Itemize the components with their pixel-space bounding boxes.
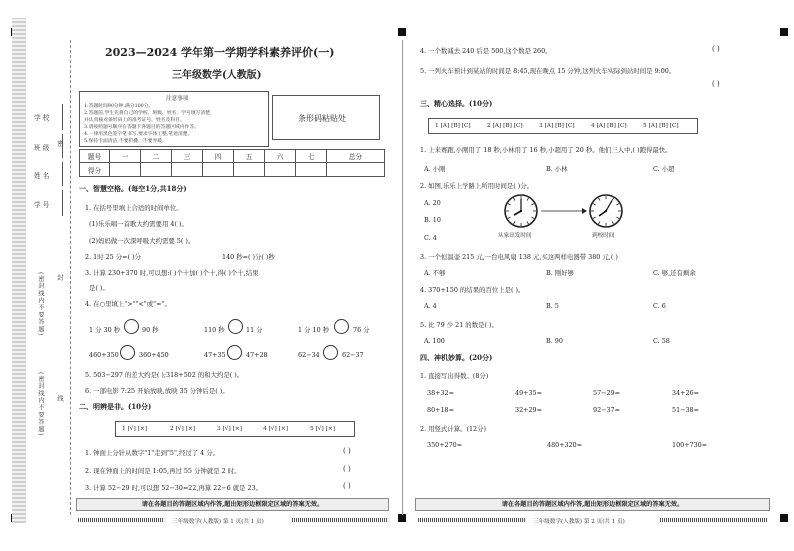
option[interactable]: C. 58 — [653, 337, 670, 345]
option[interactable]: A. 小刚 — [424, 165, 446, 173]
vertical-calc-item: 480+320= — [547, 441, 583, 449]
section-title: 二、明辨是非。(10分) — [79, 402, 152, 411]
option[interactable]: B. 5 — [546, 302, 559, 310]
compare-left: 47+35 — [204, 351, 226, 359]
vertical-calc-item: 100+730= — [672, 441, 708, 449]
notice-item: 4.一律用黑色签字笔书写,要求字体工整,笔迹清楚。 — [84, 132, 193, 137]
footer-tick — [660, 518, 768, 522]
vertical-calc-item: 350+270= — [427, 441, 463, 449]
compare-right: 76 分 — [353, 326, 370, 334]
calc-item: 92−37= — [593, 406, 620, 414]
question-text: 3. 计算 52−29 时,可以想 52−30=22,再算 22−6 就是 23。 — [85, 484, 263, 492]
compare-circle[interactable] — [124, 319, 139, 334]
notice-item: 2.答题前,学生先将自己的学校、班级、姓名、学号填写清楚, — [84, 111, 212, 116]
seal-warning: (密封线内不要答题) — [37, 272, 44, 337]
compare-right: 47+28 — [246, 351, 268, 359]
mc-answer-item[interactable]: 3 [A] [B] [C] — [539, 123, 575, 129]
score-cell[interactable] — [141, 163, 172, 177]
question-text: 2. 1时 25 分=( )分 — [85, 253, 141, 261]
score-cell[interactable] — [203, 163, 234, 177]
school-label: 学 校 — [34, 114, 50, 122]
registration-mark — [780, 28, 788, 36]
score-header: 题号 — [80, 150, 110, 163]
option[interactable]: C. 6 — [653, 302, 666, 310]
score-row-label: 得分 — [80, 163, 110, 177]
compare-left: 62−34 — [298, 351, 320, 359]
calc-item: 38+32= — [427, 389, 454, 397]
compare-left: 1 分 30 秒 — [89, 326, 121, 334]
tf-answer-item[interactable]: 5 [√] [×] — [310, 426, 335, 432]
page-number: 三年级数学(人教版) 第 2 页(共 1 页) — [533, 519, 625, 525]
seal-line — [70, 40, 71, 515]
score-cell[interactable] — [296, 163, 327, 177]
score-cell[interactable] — [234, 163, 265, 177]
compare-circle[interactable] — [120, 345, 135, 360]
question-text: 140 秒=( )分( )秒 — [222, 253, 275, 261]
footer-tick — [418, 518, 526, 522]
multiple-choice-answer-row — [428, 118, 698, 134]
question-text: 5. 比 79 少 21 的数是( )。 — [420, 321, 498, 329]
clock-arrival-label: 到校时间 — [592, 233, 615, 239]
registration-mark — [780, 514, 788, 522]
question-text: 2. 现在钟面上的时间是 1:05,再过 55 分钟就是 2 时。 — [85, 467, 241, 475]
true-false-answer-row — [115, 421, 355, 437]
clock-departure — [503, 193, 539, 229]
student-id-label: 学 号 — [34, 201, 50, 209]
school-field[interactable] — [62, 104, 63, 130]
score-header: 一 — [110, 150, 141, 163]
calc-item: 80+18= — [427, 406, 454, 414]
option[interactable]: A. 100 — [424, 337, 445, 345]
question-text: (2)妈妈做一次深呼吸大约需要 5( )。 — [89, 237, 195, 245]
section-title: 三、精心选择。(10分) — [420, 99, 493, 108]
registration-mark — [398, 514, 406, 522]
clock-departure-label: 从家出发时间 — [498, 233, 532, 239]
option[interactable]: B. 刚好够 — [546, 269, 574, 277]
tf-answer-item[interactable]: 1 [√] [×] — [122, 426, 147, 432]
mc-answer-item[interactable]: 2 [A] [B] [C] — [487, 123, 523, 129]
score-header: 二 — [141, 150, 172, 163]
clock-arrival — [588, 193, 624, 229]
compare-circle[interactable] — [323, 345, 338, 360]
calc-item: 32+29= — [515, 406, 542, 414]
compare-right: 11 分 — [246, 326, 263, 334]
option[interactable]: A. 4 — [424, 302, 437, 310]
name-label: 姓 名 — [34, 172, 50, 180]
exam-subtitle: 三年级数学(人教版) — [172, 70, 262, 81]
score-cell[interactable] — [172, 163, 203, 177]
question-text: 是( )。 — [89, 284, 109, 292]
question-text: 4. 一个数减去 240 后是 500,这个数是 260。 — [420, 47, 552, 55]
question-text: (1)乐乐唱一首歌大约需要用 4( )。 — [89, 220, 188, 228]
page-number: 三年级数学(人教版) 第 1 页(共 1 页) — [172, 519, 264, 525]
arrow-icon — [541, 208, 587, 214]
registration-mark — [398, 28, 406, 36]
tf-answer-item[interactable]: 4 [√] [×] — [263, 426, 288, 432]
question-text: 1. 上来赛跑,小刚用了 18 秒,小林用了 16 秒,小超用了 20 秒。他们三人中,( )跑得最快。 — [420, 146, 672, 154]
compare-left: 1 分 10 秒 — [298, 326, 330, 334]
class-label: 班 级 — [34, 144, 50, 152]
option[interactable]: B. 小林 — [546, 165, 568, 173]
calc-item: 49+35= — [515, 389, 542, 397]
question-text: 1. 在括号里填上合适的时间单位。 — [85, 204, 183, 212]
score-header: 六 — [265, 150, 296, 163]
notice-item: 1.答题时间90分钟,满分100分。 — [84, 104, 154, 109]
question-text: 4. 在○里填上">""<"或"="。 — [85, 300, 171, 308]
name-field[interactable] — [62, 162, 63, 186]
option[interactable]: B. 10 — [424, 216, 441, 224]
question-text: 4. 370+150 的结果的百位上是( )。 — [420, 286, 525, 294]
tf-answer-item[interactable]: 3 [√] [×] — [217, 426, 242, 432]
answer-blank[interactable]: ( ) — [343, 465, 351, 473]
score-cell[interactable] — [110, 163, 141, 177]
answer-blank[interactable]: ( ) — [712, 80, 720, 88]
seal-warning: (密封线内不要答题) — [37, 372, 44, 437]
score-header: 总分 — [327, 150, 385, 163]
binding-strip — [12, 18, 26, 523]
notice-title: 注意事项 — [166, 96, 189, 102]
mc-answer-item[interactable]: 1 [A] [B] [C] — [435, 123, 471, 129]
answer-blank[interactable]: ( ) — [343, 482, 351, 490]
option[interactable]: C. 够,还有剩余 — [653, 269, 696, 277]
compare-right: 90 秒 — [142, 326, 159, 334]
notice-item: 3.请按照题号顺序在答题卡各题目的答题区域内作答。 — [84, 125, 199, 130]
score-header: 三 — [172, 150, 203, 163]
option[interactable]: A. 20 — [424, 199, 441, 207]
exam-title: 2023—2024 学年第一学期学科素养评价(一) — [105, 46, 335, 59]
option[interactable]: C. 小超 — [653, 165, 675, 173]
compare-left: 110 秒 — [204, 326, 225, 334]
score-header: 五 — [234, 150, 265, 163]
question-text: 3. 计算 230+370 时,可以想:( )个十加( )个十,得( )个十,结果 — [85, 269, 259, 277]
section-title: 一、智慧空格。(每空1分,共18分) — [79, 184, 187, 193]
compare-right: 62−37 — [342, 351, 364, 359]
option[interactable]: A. 不够 — [424, 269, 446, 277]
question-text: 6. 一部电影 7:25 开始放映,放映 35 分钟后是( )。 — [85, 387, 229, 395]
page-divider — [402, 40, 403, 515]
calc-item: 34+26= — [672, 389, 699, 397]
question-text: 2. 如图,乐乐上学路上所用时间是( )分。 — [420, 182, 534, 190]
question-text: 2. 用竖式计算。(12分) — [420, 425, 486, 433]
compare-left: 460+350 — [89, 351, 119, 359]
score-cell[interactable] — [265, 163, 296, 177]
compare-circle[interactable] — [228, 319, 243, 334]
seal-mark-mi: 密 — [56, 140, 64, 148]
seal-mark-feng: 封 — [56, 274, 64, 282]
answer-blank[interactable]: ( ) — [343, 447, 351, 455]
mc-answer-item[interactable]: 4 [A] [B] [C] — [591, 123, 627, 129]
score-table — [79, 149, 385, 177]
seal-mark-xian: 线 — [56, 395, 64, 403]
score-cell[interactable] — [327, 163, 385, 177]
footer-notice: 请在各题目的答题区域内作答,超出矩形边框限定区域的答案无效。 — [76, 498, 389, 511]
score-header: 四 — [203, 150, 234, 163]
question-text: 1. 钟面上分针从数字"1"走到"5",经过了 4 分。 — [85, 449, 220, 457]
question-text: 1. 直接写出得数。(8分) — [420, 372, 489, 380]
footer-tick — [78, 518, 163, 522]
calc-item: 51−38= — [672, 406, 699, 414]
barcode-label: 条形码粘贴处 — [298, 114, 346, 123]
question-text: 3. 一个恒温壶 215 元,一台电风扇 138 元,买这两样电器带 380 元,( ) — [420, 253, 618, 261]
notice-item: 5.保持卡面清洁,不要折叠、不要弄破。 — [84, 139, 167, 144]
section-title: 四、神机妙算。(20分) — [420, 353, 493, 362]
option[interactable]: C. 4 — [424, 234, 437, 242]
tf-answer-item[interactable]: 2 [√] [×] — [170, 426, 195, 432]
score-header: 七 — [296, 150, 327, 163]
mc-answer-item[interactable]: 5 [A] [B] [C] — [643, 123, 679, 129]
question-text: 5. 一列火车预计到某站的时间是 8:45,现在晚点 15 分钟,这列火车实际到站时间是 9:00。 — [420, 67, 676, 75]
student-id-field[interactable] — [62, 190, 63, 216]
compare-right: 360+450 — [139, 351, 169, 359]
option[interactable]: B. 90 — [546, 337, 563, 345]
calc-item: 57−29= — [593, 389, 620, 397]
compare-circle[interactable] — [334, 319, 349, 334]
question-text: 5. 503−297 的差大约是( );318+502 的和大约是( )。 — [85, 371, 244, 379]
notice-item: 并认真核对条形码上的准考证号、姓名及科目。 — [84, 118, 185, 123]
compare-circle[interactable] — [227, 345, 242, 360]
answer-blank[interactable]: ( ) — [712, 45, 720, 53]
footer-notice: 请在各题目的答题区域内作答,超出矩形边框限定区域的答案无效。 — [415, 498, 770, 511]
footer-tick — [292, 518, 387, 522]
